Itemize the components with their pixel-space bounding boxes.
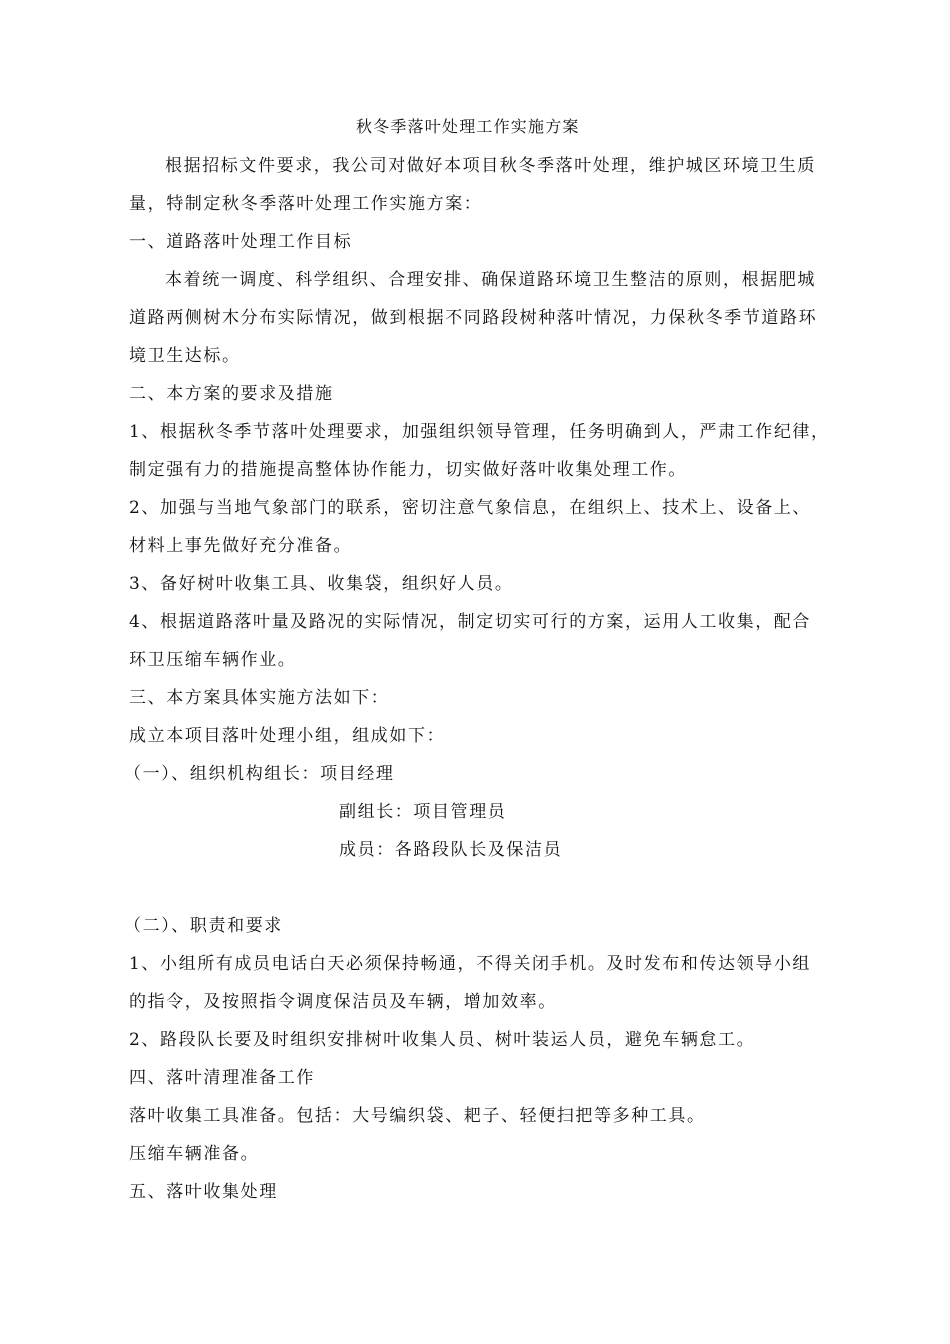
section-2-heading: 二、本方案的要求及措施 <box>129 384 334 404</box>
org-structure-line-3: 成员：各路段队长及保洁员 <box>339 840 563 860</box>
section-2-line-5: 3、备好树叶收集工具、收集袋，组织好人员。 <box>129 574 514 594</box>
duties-line-2: 的指令，及按照指令调度保洁员及车辆，增加效率。 <box>129 992 557 1012</box>
section-2-line-1: 1、根据秋冬季节落叶处理要求，加强组织领导管理，任务明确到人，严肃工作纪律， <box>129 422 830 442</box>
section-4-heading: 四、落叶清理准备工作 <box>129 1068 315 1088</box>
org-structure-line-1: （一）、组织机构组长：项目经理 <box>124 764 395 784</box>
section-4-line-2: 压缩车辆准备。 <box>129 1144 260 1164</box>
section-2-line-2: 制定强有力的措施提高整体协作能力，切实做好落叶收集处理工作。 <box>129 460 687 480</box>
section-1-line-1: 本着统一调度、科学组织、合理安排、确保道路环境卫生整洁的原则，根据肥城 <box>165 270 816 290</box>
section-3-intro: 成立本项目落叶处理小组，组成如下： <box>129 726 446 746</box>
intro-line-2: 量，特制定秋冬季落叶处理工作实施方案： <box>129 194 483 214</box>
section-2-line-6: 4、根据道路落叶量及路况的实际情况，制定切实可行的方案，运用人工收集，配合 <box>129 612 812 632</box>
duties-line-1: 1、小组所有成员电话白天必须保持畅通，不得关闭手机。及时发布和传达领导小组 <box>129 954 812 974</box>
duties-heading: （二）、职责和要求 <box>124 916 283 936</box>
intro-line-1: 根据招标文件要求，我公司对做好本项目秋冬季落叶处理，维护城区环境卫生质 <box>165 156 816 176</box>
section-5-heading: 五、落叶收集处理 <box>129 1182 278 1202</box>
section-3-heading: 三、本方案具体实施方法如下： <box>129 688 390 708</box>
document-title: 秋冬季落叶处理工作实施方案 <box>356 117 580 136</box>
section-1-line-2: 道路两侧树木分布实际情况，做到根据不同路段树种落叶情况，力保秋冬季节道路环 <box>129 308 818 328</box>
section-1-heading: 一、道路落叶处理工作目标 <box>129 232 353 252</box>
section-2-line-7: 环卫压缩车辆作业。 <box>129 650 297 670</box>
section-1-line-3: 境卫生达标。 <box>129 346 241 366</box>
section-4-line-1: 落叶收集工具准备。包括：大号编织袋、耙子、轻便扫把等多种工具。 <box>129 1106 706 1126</box>
duties-line-3: 2、路段队长要及时组织安排树叶收集人员、树叶装运人员，避免车辆怠工。 <box>129 1030 756 1050</box>
section-2-line-3: 2、加强与当地气象部门的联系，密切注意气象信息，在组织上、技术上、设备上、 <box>129 498 812 518</box>
org-structure-line-2: 副组长：项目管理员 <box>339 802 507 822</box>
section-2-line-4: 材料上事先做好充分准备。 <box>129 536 353 556</box>
